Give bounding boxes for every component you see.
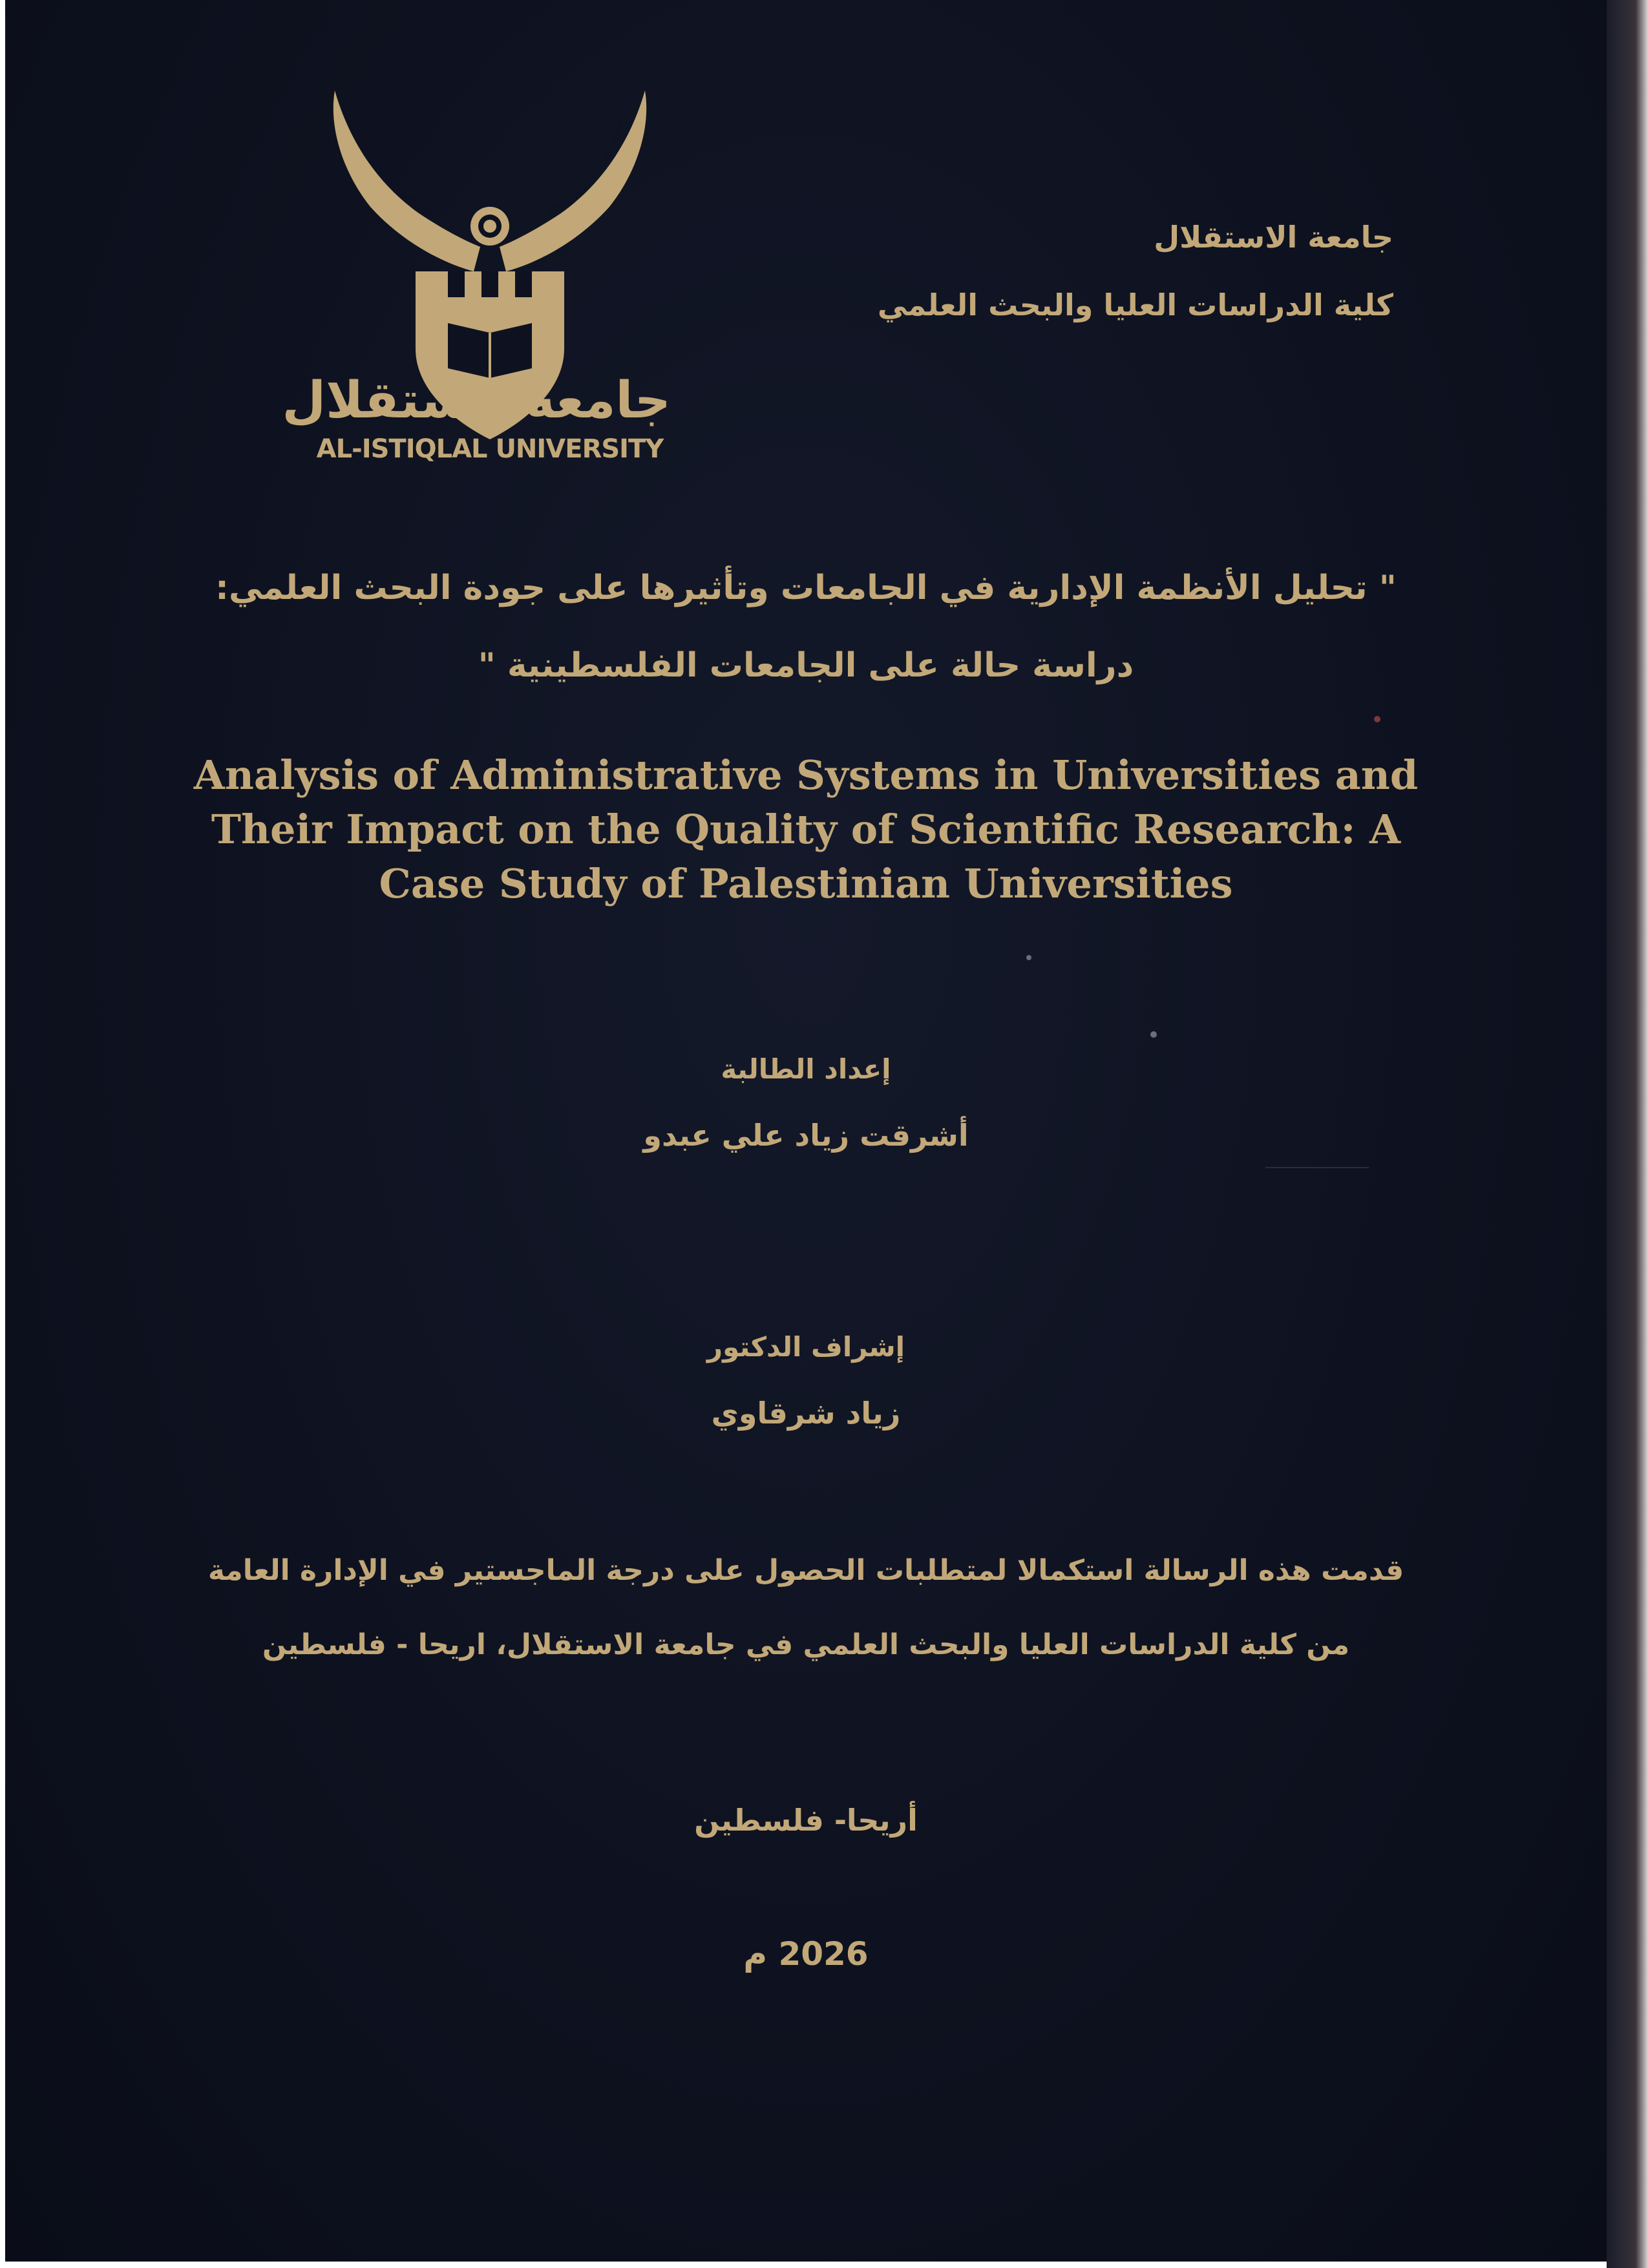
place: أريحا- فلسطين [694, 1803, 918, 1838]
submission-line1: قدمت هذه الرسالة استكمالا لمتطلبات الحصول على درجة الماجستير في الإدارة العامة [207, 1554, 1404, 1587]
logo-arabic-name: جامعةالاستقلال [282, 372, 671, 430]
college-name: كلية الدراسات العليا والبحث العلمي [877, 288, 1393, 322]
supervisor-label: إشراف الدكتور [706, 1331, 905, 1363]
submission-line2: من كلية الدراسات العليا والبحث العلمي في جامعة الاستقلال، اريحا - فلسطين [262, 1628, 1350, 1661]
thesis-cover [5, 0, 1611, 2262]
student-label: إعداد الطالبة [721, 1053, 891, 1085]
supervisor-name: زياد شرقاوي [711, 1396, 901, 1431]
title-arabic-line2: دراسة حالة على الجامعات الفلسطينية " [478, 646, 1134, 685]
title-english-line3: Case Study of Palestinian Universities [379, 860, 1233, 907]
university-name: جامعة الاستقلال [1154, 220, 1393, 255]
title-english-line1: Analysis of Administrative Systems in Universities and [193, 751, 1419, 799]
logo-english-name: AL-ISTIQLAL UNIVERSITY [316, 434, 664, 464]
book-spine-edge [1607, 0, 1648, 2268]
title-english [5, 748, 1607, 911]
year: 2026 م [743, 1935, 869, 1973]
student-name: أشرقت زياد علي عبدو [643, 1118, 969, 1153]
title-english-line2: Their Impact on the Quality of Scientific Research: A [211, 806, 1401, 853]
speck [1026, 955, 1031, 960]
speck [1150, 1031, 1157, 1038]
speck [1374, 716, 1380, 722]
speck [1265, 1167, 1369, 1168]
title-arabic-line1: " تحليل الأنظمة الإدارية في الجامعات وتأثيرها على جودة البحث العلمي: [215, 569, 1397, 607]
